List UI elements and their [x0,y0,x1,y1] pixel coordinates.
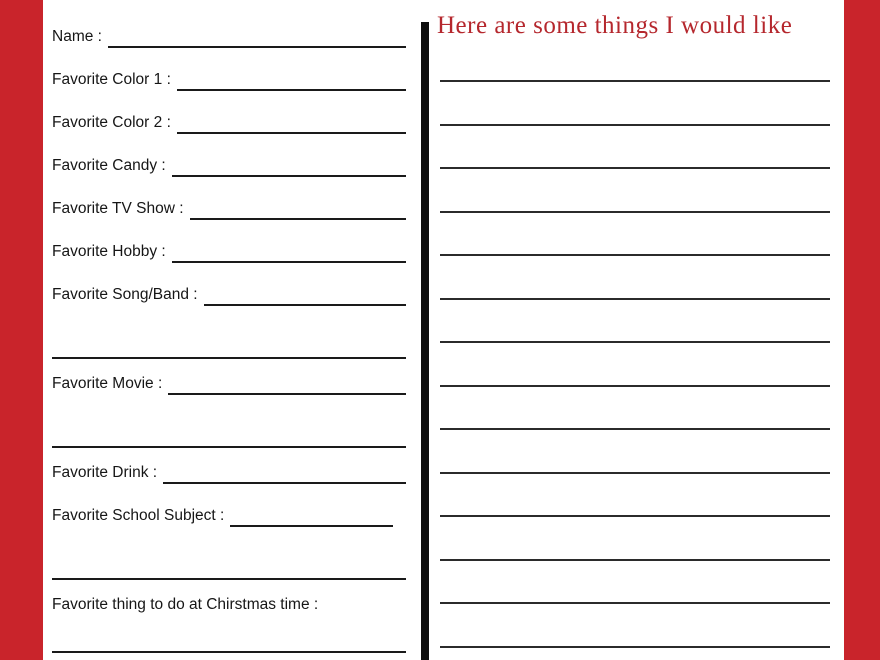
writing-line [440,300,830,344]
answer-line [108,46,406,48]
writing-line [440,169,830,213]
writing-line [440,387,830,431]
answer-line [52,446,406,448]
writing-line [440,42,830,82]
writing-line [440,82,830,126]
left-red-border [0,0,43,660]
form-row-favorite-color-2 [52,91,406,134]
form-label: Favorite Drink : [52,463,158,481]
form-label: Favorite Movie : [52,374,163,392]
form-label: Favorite School Subject : [52,506,225,524]
answer-line [204,304,406,306]
answer-line [52,357,406,359]
favorites-form [52,5,406,653]
panel-title: Here are some things I would like [437,12,793,39]
answer-line [168,393,406,395]
form-label: Favorite Hobby : [52,242,166,260]
answer-line [163,482,406,484]
writing-line [440,126,830,170]
answer-line [52,651,406,653]
answer-line [177,132,406,134]
answer-line [177,89,406,91]
writing-line [440,517,830,561]
form-row-continuation [52,610,406,653]
form-row-favorite-hobby [52,220,406,263]
form-label: Favorite TV Show : [52,199,184,217]
form-label: Name : [52,27,102,45]
form-label: Favorite thing to do at Chirstmas time : [52,595,319,613]
writing-line [440,256,830,300]
vertical-divider [421,22,429,660]
writing-line [440,213,830,257]
form-row-favorite-color-1 [52,48,406,91]
answer-line [230,525,393,527]
form-row-name [52,5,406,48]
writing-line [440,343,830,387]
form-label: Favorite Color 2 : [52,113,171,131]
form-row-favorite-tv-show [52,177,406,220]
right-red-border [844,0,880,660]
writing-line [440,561,830,605]
answer-line [190,218,406,220]
form-row-favorite-song-band [52,263,406,306]
form-row-favorite-school-subject [52,484,406,527]
answer-line [172,175,406,177]
form-label: Favorite Color 1 : [52,70,171,88]
form-label: Favorite Song/Band : [52,285,198,303]
form-row-favorite-candy [52,134,406,177]
wish-list-panel [429,0,844,660]
writing-lines [440,42,830,648]
answer-line [52,578,406,580]
writing-line [440,604,830,648]
form-label: Favorite Candy : [52,156,166,174]
writing-line [440,474,830,518]
answer-line [172,261,406,263]
writing-line [440,430,830,474]
